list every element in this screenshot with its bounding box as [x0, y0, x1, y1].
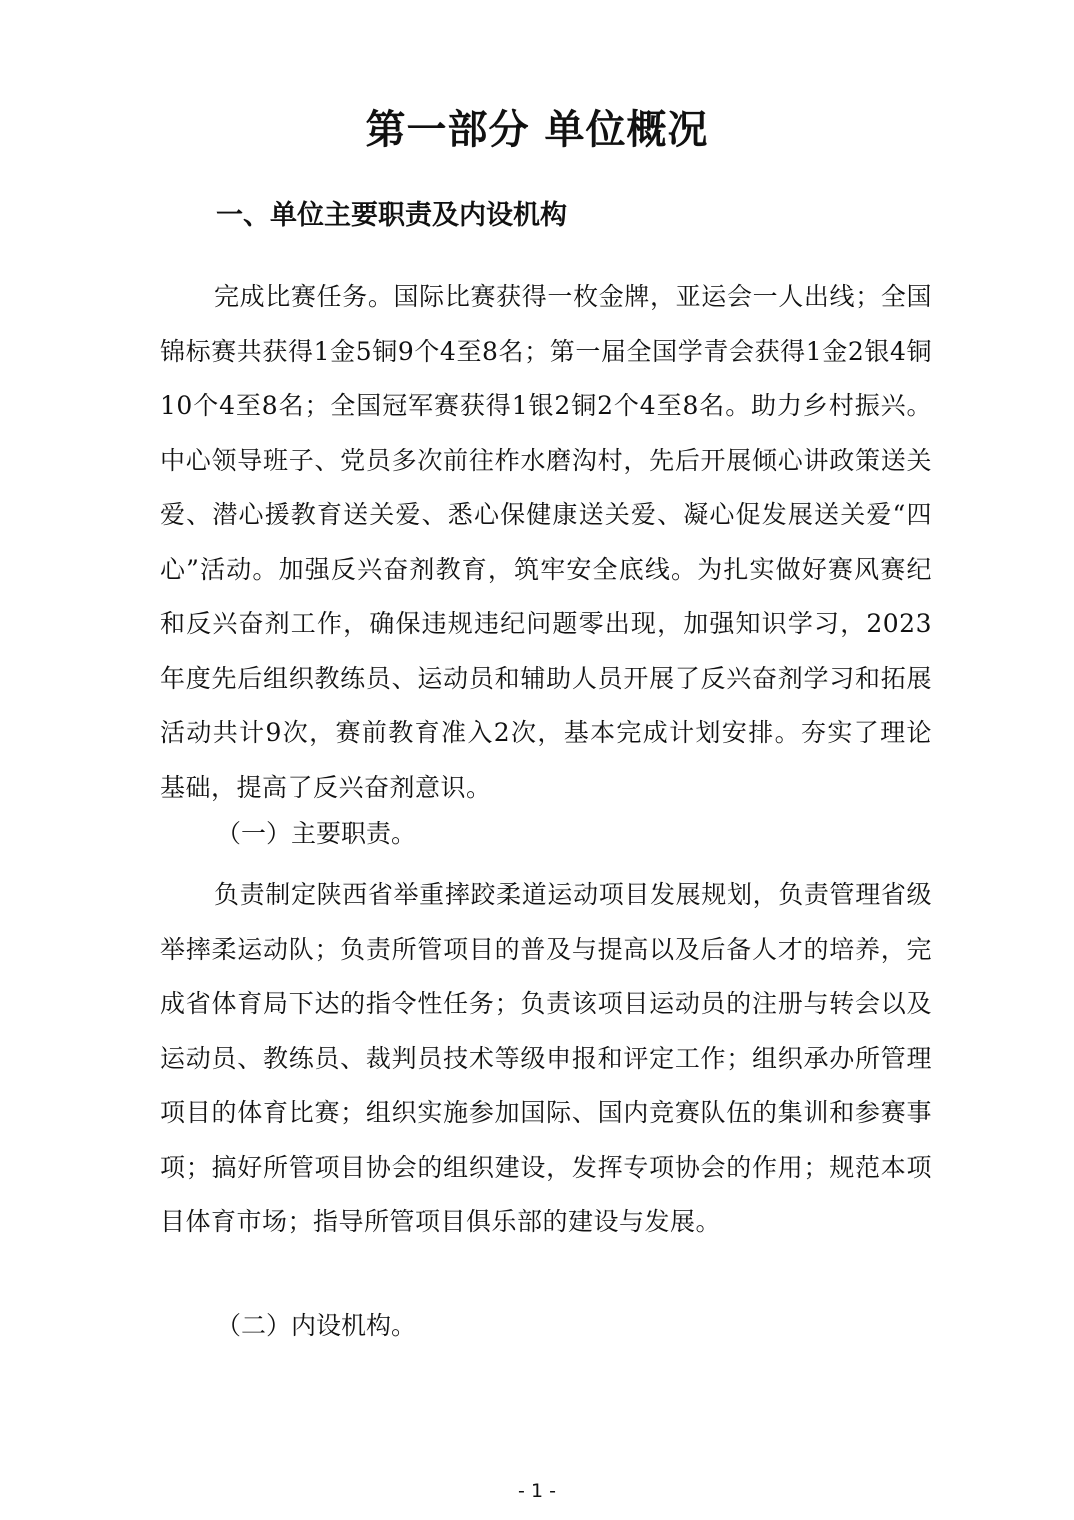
subheading-internal-structure: （二）内设机构。 — [216, 1311, 417, 1340]
body-paragraph-achievements: 完成比赛任务。国际比赛获得一枚金牌，亚运会一人出线；全国锦标赛共获得1金5铜9个4至8名；第一届全国学青会获得1金2银4铜10个4至8名；全国冠军赛获得1银2铜2个4至8名。助力乡村振兴。中心领导班子、党员多次前往柞水磨沟村，先后开展倾心讲政策送关爱、潜心援教育送关爱、悉心保健康送关爱、凝心促发展送关爱“四心”活动。加强反兴奋剂教育，筑牢安全底线。为扎实做好赛风赛纪和反兴奋剂工作，确保违规违纪问题零出现，加强知识学习，2023年度先后组织教练员、运动员和辅助人员开展了反兴奋剂学习和拓展活动共计9次，赛前教育准入2次，基本完成计划安排。夯实了理论基础，提高了反兴奋剂意识。 — [160, 282, 932, 802]
body-paragraph-duties: 负责制定陕西省举重摔跤柔道运动项目发展规划，负责管理省级举摔柔运动队；负责所管项目的普及与提高以及后备人才的培养，完成省体育局下达的指令性任务；负责该项目运动员的注册与转会以及运动员、教练员、裁判员技术等级申报和评定工作；组织承办所管理项目的体育比赛；组织实施参加国际、国内竞赛队伍的集训和参赛事项；搞好所管项目协会的组织建设，发挥专项协会的作用；规范本项目体育市场；指导所管项目俱乐部的建设与发展。 — [160, 880, 932, 1236]
page-number: - 1 - — [518, 1480, 556, 1502]
section-heading: 一、单位主要职责及内设机构 — [216, 200, 567, 231]
subheading-main-duties: （一）主要职责。 — [216, 819, 417, 848]
page-title: 第一部分 单位概况 — [365, 107, 709, 153]
